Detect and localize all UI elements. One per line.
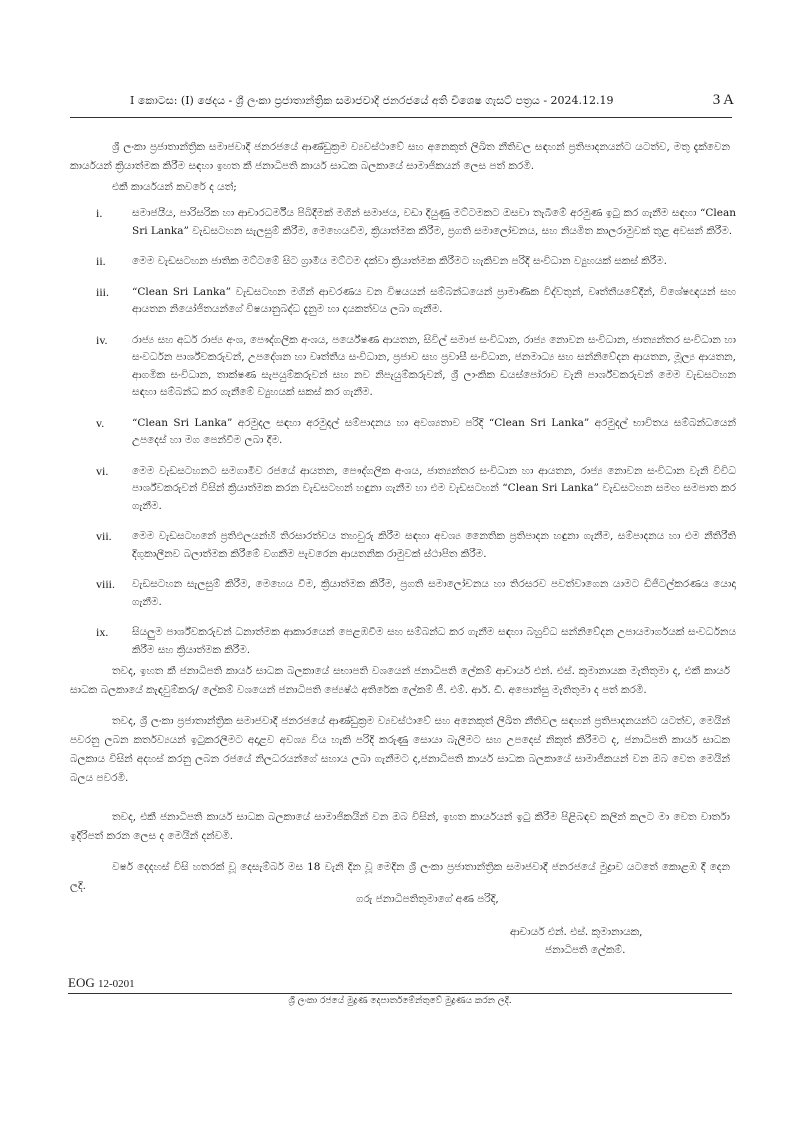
intro-paragraph: ශ්‍රී ලංකා ප්‍රජාතාන්ත්‍රික සමාජවාදී ජනරජයේ ආණ්ඩුක්‍රම ව්‍යවස්ථාවේ සහ අනෙකුත් ලිඛිත නීතිවල සඳහන් ප්‍රතිපාදනයන්ට යටත්ව, මතු දැක්වෙන කාර්යයන් ක්‍රියාත්මක කිරීම සඳහා ඉහත කී ජනාධිපති කාර්ය සාධක බලකායේ සාමාජිකයන් ලෙස පත් කරමි. xyxy=(70,141,730,172)
list-item xyxy=(96,284,736,319)
command-line: ගරු ජනාධිපතිතුමාගේ අණ පරිදි, xyxy=(356,893,499,905)
item-text: “Clean Sri Lanka” වැඩසටහන මගින් ආවරණය වන විෂයයන් සම්බන්ධයෙන් ප්‍රාමාණික විද්වතුන්, වෘත්තීයවේදීන්, විශේෂඥයන් සහ ආයතන නියෝජිතයන්ගේ විෂයානුබද්ධ දැනුම හා දායකත්වය ලබා ගැනීම. xyxy=(132,285,736,315)
item-number: ix. xyxy=(96,625,109,639)
header-title: I කොටස: (I) ඡෙදය - ශ්‍රී ලංකා ප්‍රජාතාන්ත්‍රික සමාජවාදී ජනරජයේ අති විශෙෂ ගැසට් පත්‍රය - 2024.12.19 xyxy=(130,94,614,107)
report-paragraph: තවද, එකී ජනාධිපති කාර්ය සාධක බලකායේ සාමාජිකයින් වන ඔබ විසින්, ඉහත කාර්යයන් ඉටු කිරීම පිළිබඳව කලින් කලට මා වෙත වාර්තා ඉදිරිපත් කරන ලෙස ද මෙයින් දන්වමි. xyxy=(70,811,730,842)
list-item xyxy=(96,576,736,611)
signatory-name: ආචාර්ය එන්. එස්. කුමානායක, xyxy=(510,926,643,938)
item-number: iv. xyxy=(96,332,108,347)
list-item xyxy=(96,205,736,240)
item-text: සියලුම පාර්ශ්වකරුවන් ධනාත්මක ආකාරයෙන් පෙළඹවීම සහ සම්බන්ධ කර ගැනීම සඳහා බහුවිධ සන්නිවේදන උපායමාර්ගයක් සංවර්ධනය කිරීම සහ ක්‍රියාත්මක කිරීම. xyxy=(132,626,736,656)
task-list xyxy=(96,205,736,672)
tasks-intro: එකී කාර්යයන් කවරේ ද යත්; xyxy=(112,181,237,193)
item-text: මෙම වැඩසටහන ජාතික මට්ටමේ සිට ග්‍රාමීය මට්ටම දක්වා ක්‍රියාත්මක කිරීමට හැකිවන පරිදි සංවිධාන ව්‍යුහයක් සකස් කිරීම. xyxy=(132,255,667,267)
item-number: v. xyxy=(96,415,105,430)
list-item xyxy=(96,463,736,516)
gazette-code-number: 12-0201 xyxy=(97,978,135,990)
page-number: 3 A xyxy=(712,92,734,108)
item-number: iii. xyxy=(96,284,110,299)
footer-rule xyxy=(68,993,732,994)
item-number: vi. xyxy=(96,463,109,478)
signatory-title: ජනාධිපති ලේකම්. xyxy=(545,944,626,956)
item-number: ii. xyxy=(96,254,106,268)
printer-note: ශ්‍රී ලංකා රජයේ මුද්‍රණ දෙපාර්තමේන්තුවේ මුද්‍රණය කරන ලදී. xyxy=(288,996,512,1006)
item-text: රාජ්‍ය සහ අර්ධ රාජ්‍ය අංශ, පෞද්ගලික අංශය, පර්යේෂණ ආයතන, සිවිල් සමාජ සංවිධාන, රාජ්‍ය නොවන සංවිධාන, ජාත්‍යන්තර සංවිධාන හා සංවර්ධන පාර්ශ්වකරුවන්, උපදේශන හා වෘත්තීය සංවිධාන, ප්‍රජාව සහ ප්‍රවාසී සංවිධාන, ජනමාධ්‍ය සහ සන්නිවේදන ආයතන, මූල්‍ය ආයතන, ආගමික සංවිධාන, තාක්ෂණ සැපයුම්කරුවන් සහ නව නිපැයුම්කරුවන්, ශ්‍රී ලාංකික ඩයස්පෝරාව වැනි පාර්ශ්වකරුවන් මෙම වැඩසටහන සඳහා සම්බන්ධ කර ගැනීමේ ව්‍යුහයක් සකස් කර ගැනීම. xyxy=(132,333,736,398)
item-text: සමාජයීය, පාරිසරික හා ආචාරධර්මීය පිබිදීමක් මගින් සමාජය, වඩා දියුණු මට්ටමකට ඔසවා තැබීමේ අරමුණ ඉටු කර ගැනීම සඳහා “Clean Sri Lanka” වැඩසටහන සැලසුම් කිරීම, මෙහෙයවීම, ක්‍රියාත්මක කිරීම, ප්‍රගති සමාලෝචනය, සහ නියමිත කාලරාමුවක් තුළ අවසන් කිරීම. xyxy=(132,207,736,237)
list-item xyxy=(96,253,736,271)
header-rule xyxy=(70,117,732,118)
list-item xyxy=(96,332,736,402)
secretary-paragraph: තවද, ඉහත කී ජනාධිපති කාර්ය සාධක බලකායේ සභාපති වශයෙන් ජනාධිපති ලේකම් ආචාර්ය එන්. එස්. කුමානායක මැතිතුමා ද, එකී කාර්ය සාධක බලකායේ කැඳවුම්කරු/ ලේකම් වශයෙන් ජනාධිපති ජ්‍යෙෂ්ඨ අතිරේක ලේකම් ජී. එම්. ආර්. ඩී. අපොන්සු මැතිතුමා ද පත් කරමි. xyxy=(70,665,730,696)
list-item xyxy=(96,415,736,450)
page-header xyxy=(0,92,800,114)
item-text: මෙම වැඩසටහනට සමගාමීව රජයේ ආයතන, පෞද්ගලික අංශය, ජාත්‍යන්තර සංවිධාන හා ආයතන, රාජ්‍ය නොවන සංවිධාන වැනි විවිධ පාර්ශ්වකරුවන් විසින් ක්‍රියාත්මක කරන වැඩසටහන් හඳුනා ගැනීම හා එම වැඩසටහන් “Clean Sri Lanka” වැඩසටහන සමඟ සමපාත කර ගැනීම. xyxy=(132,464,736,512)
item-text: වැඩසටහන සැලසුම් කිරීම, මෙහෙය වීම, ක්‍රියාත්මක කිරීම, ප්‍රගති සමාලෝචනය හා තිරසරව පවත්වාගෙන යාමට ඩිජිටල්කරණය යොදා ගැනීම. xyxy=(132,578,736,608)
item-number: viii. xyxy=(96,577,116,591)
item-text: මෙම වැඩසටහනේ ප්‍රතිඵලයන්හි තිරසාරත්වය තහවුරු කිරීම සඳහා අවශ්‍ය නෛතික ප්‍රතිපාදන හඳුනා ගැනීම, සම්පාදනය හා එම නීතිරීති දිගුකාලීනව බලාත්මක කිරීමේ වගකීම පැවරෙන ආයතනික රාමුවක් ස්ථාපිත කිරීම. xyxy=(132,530,736,560)
powers-paragraph: තවද, ශ්‍රී ලංකා ප්‍රජාතාන්ත්‍රික සමාජවාදී ජනරජයේ ආණ්ඩුක්‍රම ව්‍යවස්ථාවේ සහ අනෙකුත් ලිඛිත නීතිවල සඳහන් ප්‍රතිපාදනයන්ට යටත්ව, මෙයින් පවරනු ලබන කර්තව්‍යයන් ඉටුකරලීමට අදාළව අවශ්‍ය විය හැකි පරිදි කරුණු සොයා බැලීමට සහ උපදෙස් නිකුත් කිරීමට ද, ජනාධිපති කාර්ය සාධක බලකාය විසින් අදහස් කරනු ලබන රජයේ නිලධරයන්ගේ සහාය ලබා ගැනීමට ද,ජනාධිපති කාර්ය සාධක බලකායේ සාමාජිකයන් වන ඔබ වෙත මෙයින් බලය පවරමි. xyxy=(70,715,730,784)
list-item xyxy=(96,528,736,563)
item-number: i. xyxy=(96,206,103,220)
gazette-code-prefix: EOG xyxy=(68,975,95,990)
list-item xyxy=(96,624,736,659)
item-text: “Clean Sri Lanka” අරමුදල සඳහා අරමුදල් සම්පාදනය හා අවශ්‍යතාව පරිදි “Clean Sri Lanka” අරමුදල් භාවිතය සම්බන්ධයෙන් උපදෙස් හා මග පෙන්වීම ලබා දීම. xyxy=(132,416,736,446)
gazette-code xyxy=(68,975,135,991)
item-number: vii. xyxy=(96,529,112,543)
date-paragraph: වර්ෂ දෙදහස් විසි හතරක් වූ දෙසැම්බර් මස 18 වැනි දින වූ මෙදින ශ්‍රී ලංකා ප්‍රජාතාන්ත්‍රික සමාජවාදී ජනරජයේ මුද්‍රාව යටතේ කොළඹ දී දෙන ලදි. xyxy=(70,861,730,892)
